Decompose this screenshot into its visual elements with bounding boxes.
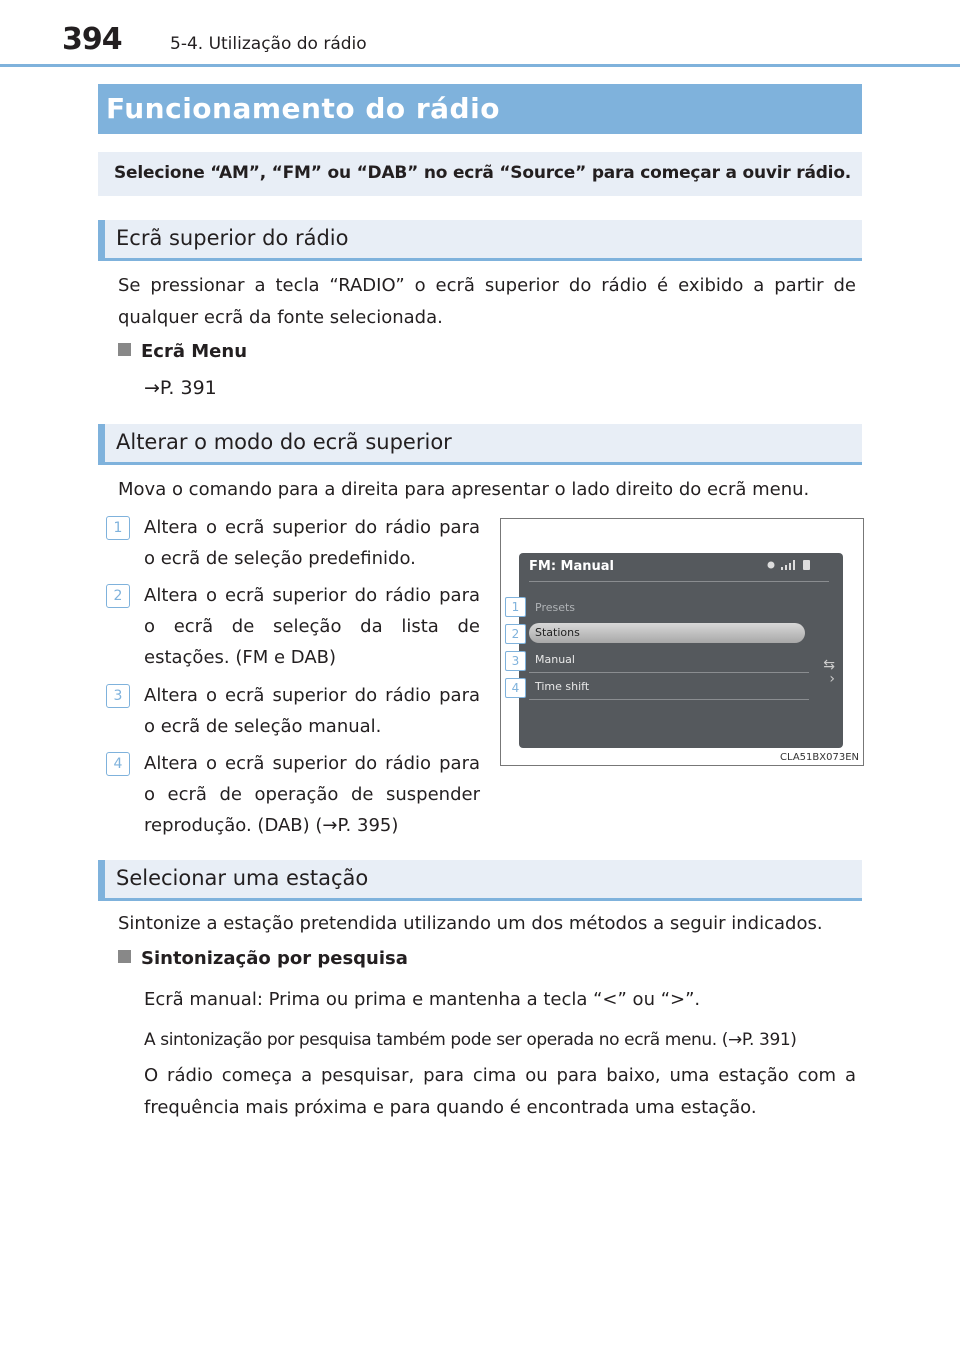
item-text: Altera o ecrã superior do rádio para o ecrã de seleção predefinido. [144,517,480,569]
figure-caption: CLA51BX073EN [780,752,859,763]
radio-screen-figure [500,518,864,766]
tuning-line: A sintonização por pesquisa também pode ser operada no ecrã menu. (→P. 391) [144,1030,797,1050]
section3-paragraph: Sintonize a estação pretendida utilizando um dos métodos a seguir indicados. [118,913,823,934]
bullet-label: Ecrã Menu [141,341,248,362]
page-number: 394 [62,22,122,57]
item-text: Altera o ecrã superior do rádio para o ecrã de seleção manual. [144,685,480,737]
callout-1: 1 [505,597,526,617]
item-number-badge: 1 [106,516,130,540]
radio-screen [519,553,843,748]
intro-text: Selecione “AM”, “FM” ou “DAB” no ecrã “Source” para começar a ouvir rádio. [114,163,852,183]
item-number-badge: 2 [106,584,130,608]
menu-item-stations[interactable] [529,623,805,643]
swap-arrows-icon: ⇆ [823,657,835,673]
bullet-menu-screen [118,341,247,362]
menu-item-presets[interactable]: Presets [535,601,576,614]
menu-item-time-shift[interactable]: Time shift [535,680,590,693]
page-title-bar [98,84,862,134]
screen-divider [529,699,809,700]
header-divider [0,64,960,67]
callout-2: 2 [505,624,526,644]
section2-paragraph: Mova o comando para a direita para apresentar o lado direito do ecrã menu. [118,479,810,500]
section-reference: 5-4. Utilização do rádio [170,34,367,54]
intro-box [98,152,862,196]
callout-3: 3 [505,651,526,671]
item-text: Altera o ecrã superior do rádio para o ecrã de operação de suspender reprodução. (DAB) (→P. 395) [144,753,480,836]
tuning-line: O rádio começa a pesquisar, para cima ou para baixo, uma estação com a frequência mais próxima e para quando é encontrada uma estação. [144,1065,856,1118]
section-heading-change-mode [98,424,862,465]
screen-divider [529,581,829,582]
page-reference-link[interactable]: →P. 391 [144,377,217,399]
screen-title: FM: Manual [529,559,614,574]
callout-4: 4 [505,678,526,698]
section-heading-label: Alterar o modo do ecrã superior [116,430,452,454]
bullet-seek-tuning [118,948,408,969]
tuning-line: Ecrã manual: Prima ou prima e mantenha a tecla “<” ou “>”. [144,989,701,1010]
page-title: Funcionamento do rádio [106,92,500,125]
item-number-badge: 3 [106,684,130,708]
section-heading-label: Ecrã superior do rádio [116,226,349,250]
chevron-right-icon: › [829,671,835,687]
screen-divider [529,672,809,673]
item-text: Altera o ecrã superior do rádio para o ecrã de seleção da lista de estações. (FM e DAB) [144,585,480,668]
bullet-square-icon [118,343,131,356]
section-heading-select-station [98,860,862,901]
item-number-badge: 4 [106,752,130,776]
bullet-label: Sintonização por pesquisa [141,948,408,969]
menu-item-manual[interactable]: Manual [535,653,575,666]
section-heading-label: Selecionar uma estação [116,866,369,890]
status-icons [767,559,815,571]
menu-item-label: Stations [535,626,580,639]
section-heading-top-screen [98,220,862,261]
section1-paragraph: Se pressionar a tecla “RADIO” o ecrã superior do rádio é exibido a partir de qualquer ecrã da fonte selecionada. [118,275,856,328]
bullet-square-icon [118,950,131,963]
